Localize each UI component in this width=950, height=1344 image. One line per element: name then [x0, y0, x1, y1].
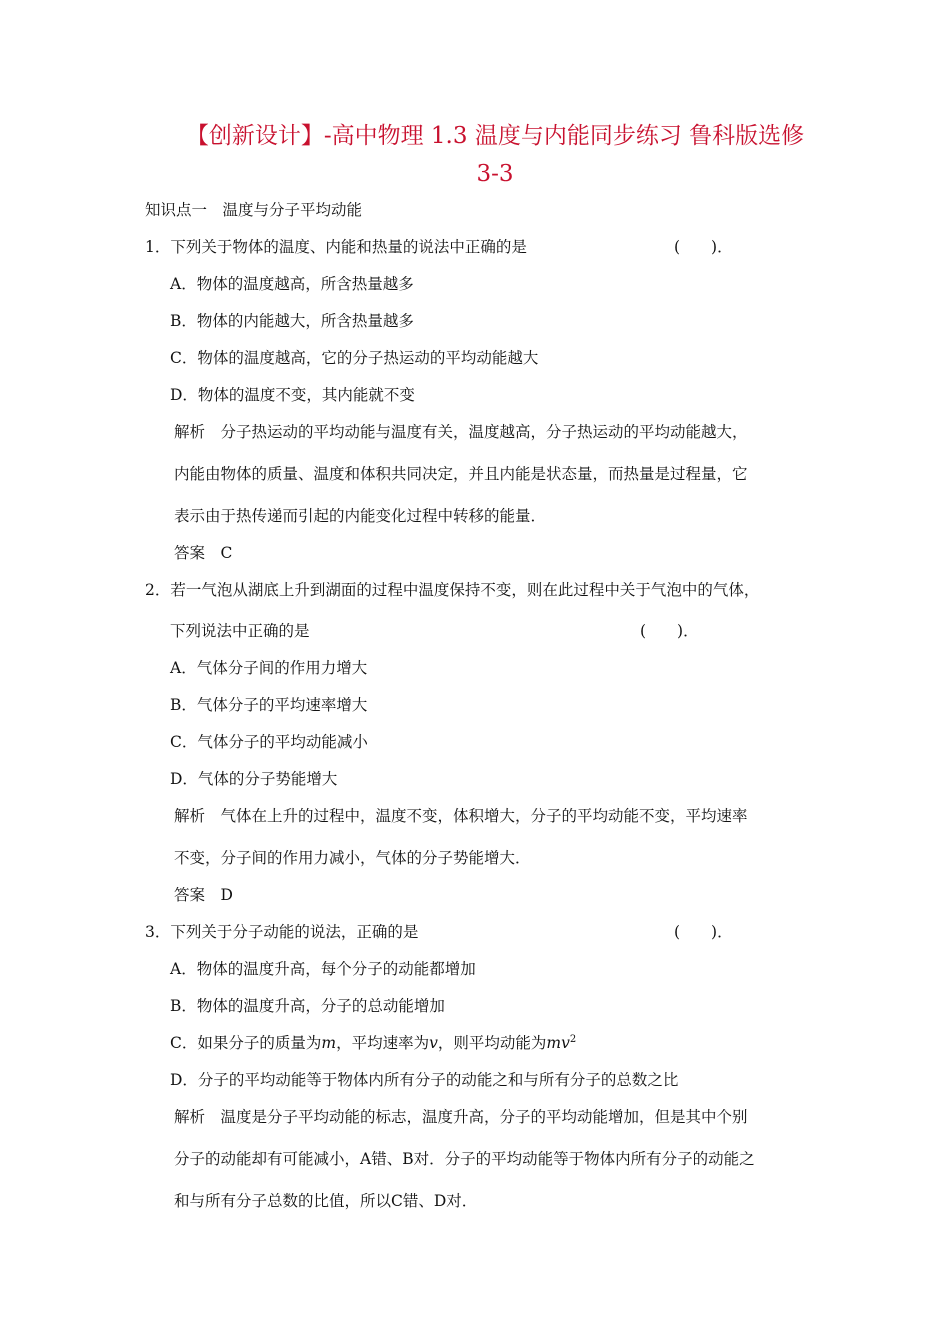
q3-option-a: A．物体的温度升高，每个分子的动能都增加	[170, 960, 476, 978]
q1-analysis-line-2: 内能由物体的质量、温度和体积共同决定，并且内能是状态量，而热量是过程量，它	[174, 465, 748, 483]
q3-option-c-text-3: ，则平均动能为	[437, 1034, 547, 1052]
q1-option-b: B．物体的内能越大，所含热量越多	[170, 312, 414, 330]
q1-analysis-line-1: 解析 分子热运动的平均动能与温度有关，温度越高，分子热运动的平均动能越大，	[174, 423, 748, 441]
q3-option-c	[170, 1033, 576, 1053]
q3-answer-bracket: ( )．	[674, 923, 733, 941]
title-line-2: 3-3	[476, 161, 514, 187]
mass-variable: m	[321, 1034, 337, 1052]
speed-variable: v	[429, 1034, 438, 1052]
q3-analysis-line-2: 分子的动能却有可能减小，A错、B对．分子的平均动能等于物体内所有分子的动能之	[174, 1150, 755, 1168]
q2-option-c: C．气体分子的平均动能减小	[170, 733, 368, 751]
q2-analysis-line-1: 解析 气体在上升的过程中，温度不变，体积增大，分子的平均动能不变，平均速率	[174, 807, 748, 825]
q2-answer-bracket: ( )．	[640, 622, 699, 640]
q1-answer: 答案 C	[174, 544, 233, 562]
q3-option-d: D．分子的平均动能等于物体内所有分子的动能之和与所有分子的总数之比	[170, 1071, 679, 1089]
q2-answer: 答案 D	[174, 886, 233, 904]
q1-option-d: D．物体的温度不变，其内能就不变	[170, 386, 415, 404]
q3-analysis-line-1: 解析 温度是分子平均动能的标志，温度升高，分子的平均动能增加，但是其中个别	[174, 1108, 748, 1126]
q1-answer-bracket: ( )．	[674, 238, 733, 256]
q3-option-c-text-2: ，平均速率为	[336, 1034, 430, 1052]
title-line-1: 【创新设计】-高中物理 1.3 温度与内能同步练习 鲁科版选修	[185, 123, 805, 149]
exponent: 2	[569, 1033, 577, 1045]
q2-analysis-line-2: 不变，分子间的作用力减小，气体的分子势能增大．	[174, 849, 531, 867]
q2-option-a: A．气体分子间的作用力增大	[170, 659, 368, 677]
q3-stem: 3．下列关于分子动能的说法，正确的是	[145, 923, 419, 941]
q1-option-a: A．物体的温度越高，所含热量越多	[170, 275, 414, 293]
q1-option-c: C．物体的温度越高，它的分子热运动的平均动能越大	[170, 349, 539, 367]
section-heading: 知识点一 温度与分子平均动能	[145, 201, 363, 219]
q2-option-b: B．气体分子的平均速率增大	[170, 696, 368, 714]
q2-stem-line-1: 2．若一气泡从湖底上升到湖面的过程中温度保持不变，则在此过程中关于气泡中的气体，	[145, 581, 760, 599]
q3-option-b: B．物体的温度升高，分子的总动能增加	[170, 997, 445, 1015]
q2-stem-line-2: 下列说法中正确的是	[170, 622, 310, 640]
q1-analysis-line-3: 表示由于热传递而引起的内能变化过程中转移的能量．	[174, 507, 547, 525]
kinetic-energy-expression: mv	[546, 1034, 570, 1052]
q1-stem: 1．下列关于物体的温度、内能和热量的说法中正确的是	[145, 238, 527, 256]
q3-option-c-text-1: C．如果分子的质量为	[170, 1034, 322, 1052]
q2-option-d: D．气体的分子势能增大	[170, 770, 338, 788]
q3-analysis-line-3: 和与所有分子总数的比值，所以C错、D对．	[174, 1192, 478, 1210]
